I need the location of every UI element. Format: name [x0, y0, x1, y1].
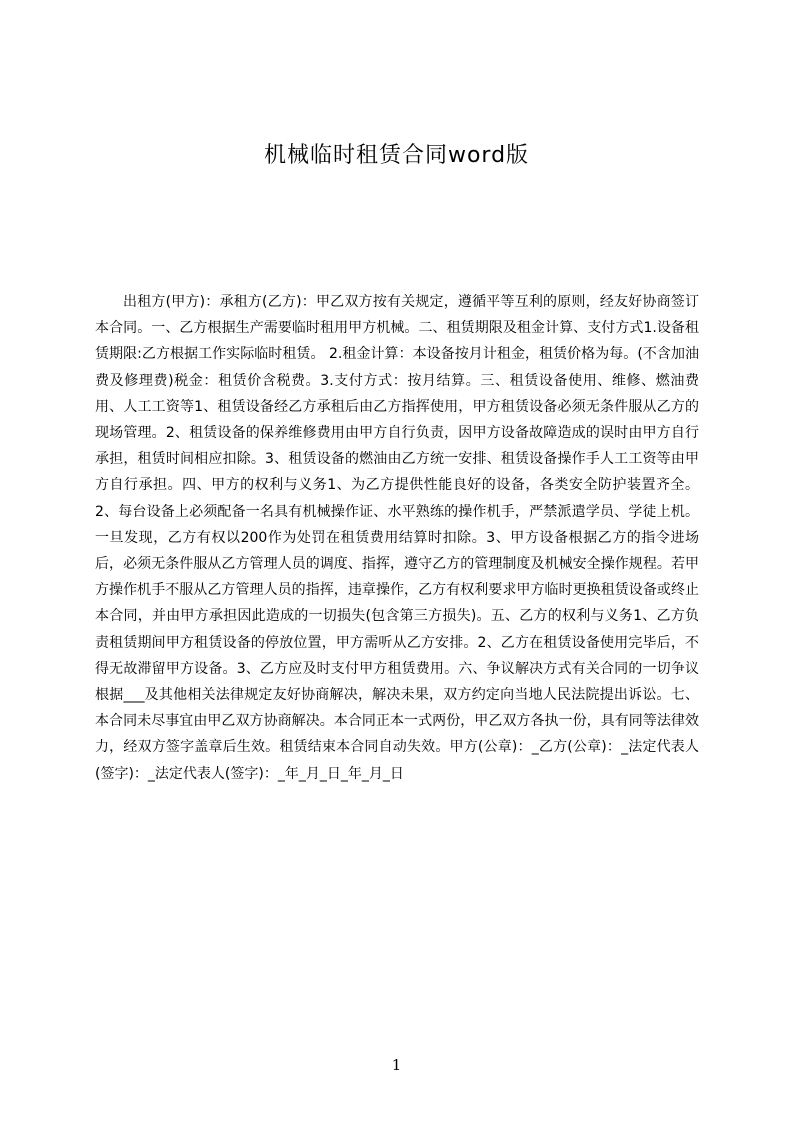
- document-title: 机械临时租赁合同word版: [263, 143, 530, 168]
- page-number: 1: [391, 1056, 402, 1074]
- contract-body-paragraph: 出租方(甲方)：承租方(乙方)：甲乙双方按有关规定，遵循平等互利的原则，经友好协商签订本合同。一、乙方根据生产需要临时租用甲方机械。二、租赁期限及租金计算、支付方式1.设备租赁期限:乙方根据工作实际临时租赁。 2.租金计算：本设备按月计租金，租赁价格为每。(不含加油费及修理费)税金：租赁价含税费。3.支付方式：按月结算。三、租赁设备使用、维修、燃油费用、人工工资等1、租赁设备经乙方承租后由乙方指挥使用，甲方租赁设备必须无条件服从乙方的现场管理。2、租赁设备的保养维修费用由甲方自行负责，因甲方设备故障造成的误时由甲方自行承担，租赁时间相应扣除。3、租赁设备的燃油由乙方统一安排、租赁设备操作手人工工资等由甲方自行承担。四、甲方的权利与义务1、为乙方提供性能良好的设备，各类安全防护装置齐全。2、每台设备上必须配备一名具有机械操作证、水平熟练的操作机手，严禁派遣学员、学徒上机。一旦发现，乙方有权以200作为处罚在租赁费用结算时扣除。3、甲方设备根据乙方的指令进场后，必须无条件服从乙方管理人员的调度、指挥，遵守乙方的管理制度及机械安全操作规程。若甲方操作机手不服从乙方管理人员的指挥，违章操作，乙方有权利要求甲方临时更换租赁设备或终止本合同，并由甲方承担因此造成的一切损失(包含第三方损失)。五、乙方的权利与义务1、乙方负责租赁期间甲方租赁设备的停放位置，甲方需听从乙方安排。2、乙方在租赁设备使用完毕后，不得无故滞留甲方设备。3、乙方应及时支付甲方租赁费用。六、争议解决方式有关合同的一切争议根据___及其他相关法律规定友好协商解决，解决未果，双方约定向当地人民法院提出诉讼。七、本合同未尽事宜由甲乙双方协商解决。本合同正本一式两份，甲乙双方各执一份，具有同等法律效力，经双方签字盖章后生效。租赁结束本合同自动失效。甲方(公章)：_乙方(公章)：_法定代表人(签字)：_法定代表人(签字)：_年_月_日_年_月_日: [95, 294, 699, 782]
